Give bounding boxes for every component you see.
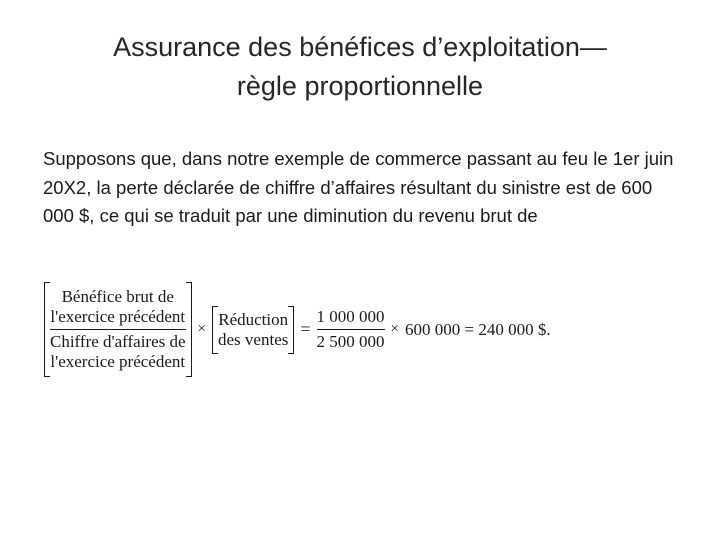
slide-title-line-2: règle proportionnelle — [236, 71, 484, 101]
sales-reduction-bracket — [212, 306, 294, 354]
body-paragraph: Supposons que, dans notre exemple de commerce passant au feu le 1er juin 20X2, la perte déclarée de chiffre d’affaires résultant du sinistre est de 600 000 $, ce qui se traduit par une diminution du revenu brut de — [43, 148, 674, 226]
gross-profit-numerator — [50, 287, 185, 327]
fraction-bar — [50, 329, 186, 330]
numeric-numerator: 1 000 000 — [316, 307, 385, 326]
numerator-line-1: Bénéfice brut de — [61, 287, 174, 306]
formula-result: 600 000 = 240 000 $. — [404, 319, 551, 339]
multiply-sign-2: × — [390, 321, 399, 337]
equals-sign: = — [300, 319, 311, 339]
gross-profit-ratio-fraction — [50, 287, 186, 372]
numeric-fraction-bar — [317, 329, 385, 330]
slide-title-line-1: Assurance des bénéfices d’exploitation— — [113, 32, 607, 62]
slide-title — [40, 28, 680, 106]
sales-reduction-term — [218, 310, 288, 350]
denominator-line-1: Chiffre d'affaires de — [50, 332, 186, 351]
turnover-denominator — [50, 332, 186, 372]
ratio-bracket — [44, 282, 192, 377]
numeric-ratio-fraction — [317, 307, 385, 352]
denominator-line-2: l'exercice précédent — [50, 352, 186, 371]
multiply-sign: × — [197, 321, 207, 337]
sales-reduction-text — [218, 310, 288, 350]
formula — [44, 282, 551, 377]
numerator-line-2: l'exercice précédent — [50, 307, 186, 326]
sales-reduction-line-1: Réduction — [218, 309, 289, 329]
sales-reduction-line-2: des ventes — [218, 329, 289, 349]
numeric-denominator: 2 500 000 — [316, 332, 385, 351]
